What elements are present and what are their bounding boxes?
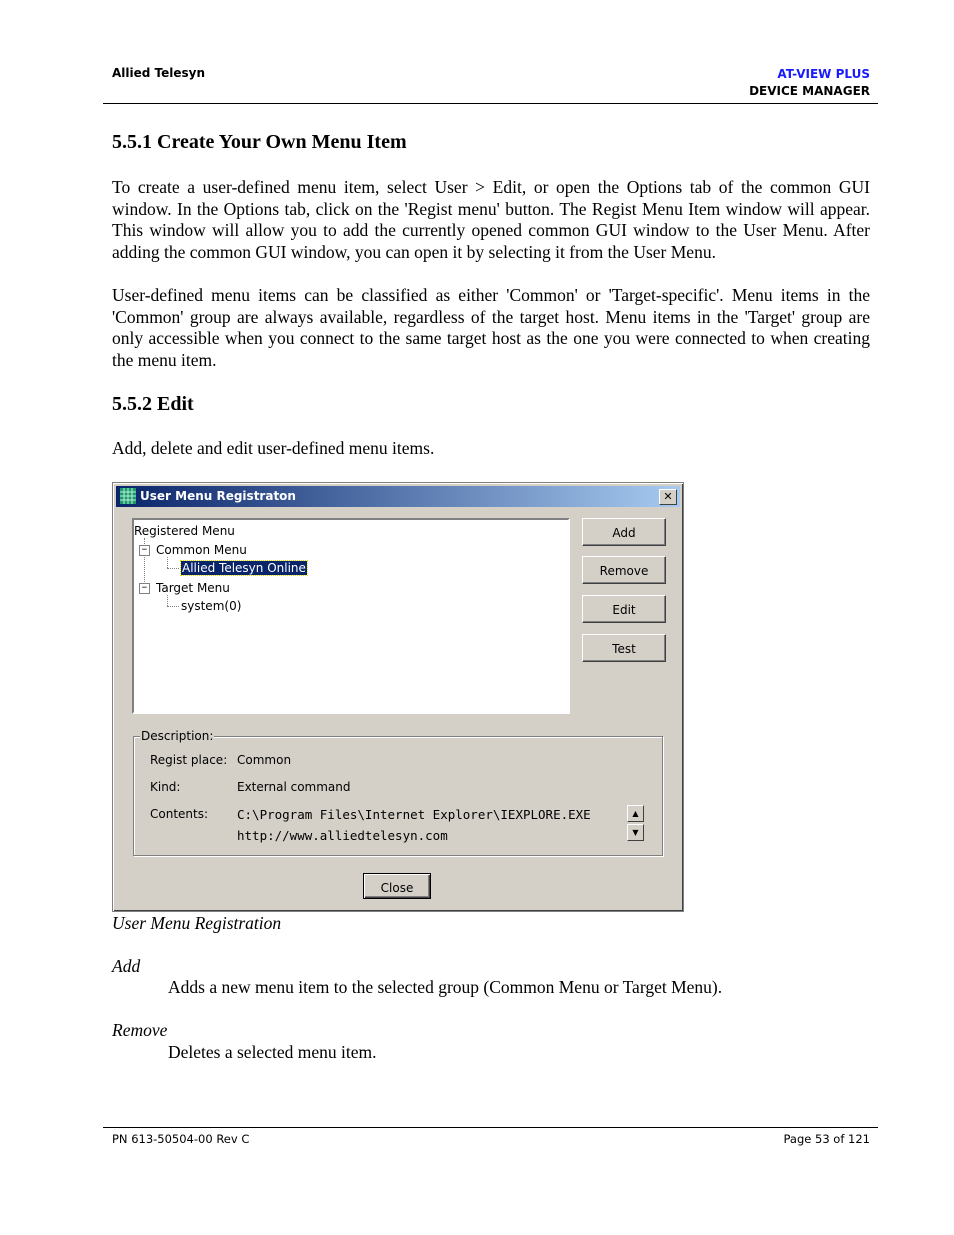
tree-guide-line bbox=[167, 606, 179, 607]
definition-remove: Deletes a selected menu item. bbox=[168, 1042, 377, 1062]
tree-guide-line bbox=[167, 595, 168, 606]
contents-line-path: C:\Program Files\Internet Explorer\IEXPLORE.EXE bbox=[237, 807, 591, 822]
test-button[interactable]: Test bbox=[582, 634, 666, 662]
header-section: DEVICE MANAGER bbox=[749, 84, 870, 98]
remove-button[interactable]: Remove bbox=[582, 556, 666, 584]
section-heading-create: 5.5.1 Create Your Own Menu Item bbox=[112, 131, 407, 153]
header-company: Allied Telesyn bbox=[112, 66, 206, 80]
paragraph-edit-intro: Add, delete and edit user-defined menu items. bbox=[112, 438, 435, 458]
contents-label: Contents: bbox=[150, 807, 209, 821]
regist-place-value: Common bbox=[237, 753, 292, 767]
description-group bbox=[133, 729, 663, 856]
term-remove: Remove bbox=[112, 1020, 168, 1040]
scroll-up-icon[interactable]: ▲ bbox=[627, 805, 644, 822]
header-product: AT-VIEW PLUS bbox=[777, 67, 870, 81]
registered-menu-tree[interactable] bbox=[132, 518, 570, 714]
add-button[interactable]: Add bbox=[582, 518, 666, 546]
footer-page-number: Page 53 of 121 bbox=[783, 1132, 870, 1146]
regist-place-label: Regist place: bbox=[150, 753, 228, 767]
tree-root-registered-menu[interactable]: Registered Menu bbox=[134, 524, 235, 538]
figure-caption: User Menu Registration bbox=[112, 913, 282, 933]
footer-divider bbox=[103, 1127, 878, 1128]
tree-node-common-menu[interactable]: Common Menu bbox=[156, 543, 247, 557]
tree-guide-line bbox=[167, 568, 179, 569]
tree-item-system[interactable]: system(0) bbox=[181, 599, 242, 613]
header-divider bbox=[103, 103, 878, 104]
scroll-down-icon[interactable]: ▼ bbox=[627, 824, 644, 841]
app-grid-icon bbox=[120, 488, 136, 504]
description-legend: Description: bbox=[141, 729, 214, 743]
contents-line-url: http://www.alliedtelesyn.com bbox=[237, 828, 448, 843]
tree-guide-line bbox=[167, 557, 168, 568]
kind-label: Kind: bbox=[150, 780, 181, 794]
paragraph-menu-classification: User-defined menu items can be classified as either 'Common' or 'Target-specific'. Menu items in the 'Common' group are always available, regardless of the target host. Menu items in the 'Target' group are only accessible when you connect to the same target host as the one you were connected to when creating the menu item. bbox=[112, 285, 870, 370]
kind-value: External command bbox=[237, 780, 351, 794]
user-menu-registration-dialog bbox=[112, 482, 684, 912]
section-heading-edit: 5.5.2 Edit bbox=[112, 393, 194, 415]
close-button[interactable]: Close bbox=[363, 873, 431, 899]
footer-part-number: PN 613-50504-00 Rev C bbox=[112, 1132, 250, 1146]
tree-node-target-menu[interactable]: Target Menu bbox=[156, 581, 230, 595]
paragraph-create-intro: To create a user-defined menu item, select User > Edit, or open the Options tab of the common GUI window. In the Options tab, click on the 'Regist menu' button. The Regist Menu Item window will appear. This window will allow you to add the currently opened common GUI window to the User Menu. After adding the common GUI window, you can open it by selecting it from the User Menu. bbox=[112, 177, 870, 262]
collapse-icon-common[interactable]: − bbox=[139, 545, 150, 556]
collapse-icon-target[interactable]: − bbox=[139, 583, 150, 594]
tree-item-allied-telesyn-online[interactable]: Allied Telesyn Online bbox=[182, 561, 306, 575]
definition-add: Adds a new menu item to the selected group (Common Menu or Target Menu). bbox=[168, 977, 723, 997]
term-add: Add bbox=[112, 956, 141, 976]
edit-button[interactable]: Edit bbox=[582, 595, 666, 623]
close-icon[interactable]: ✕ bbox=[659, 489, 677, 505]
header-product-block bbox=[749, 66, 870, 100]
dialog-title: User Menu Registraton bbox=[140, 489, 296, 503]
dialog-titlebar[interactable] bbox=[116, 486, 680, 507]
